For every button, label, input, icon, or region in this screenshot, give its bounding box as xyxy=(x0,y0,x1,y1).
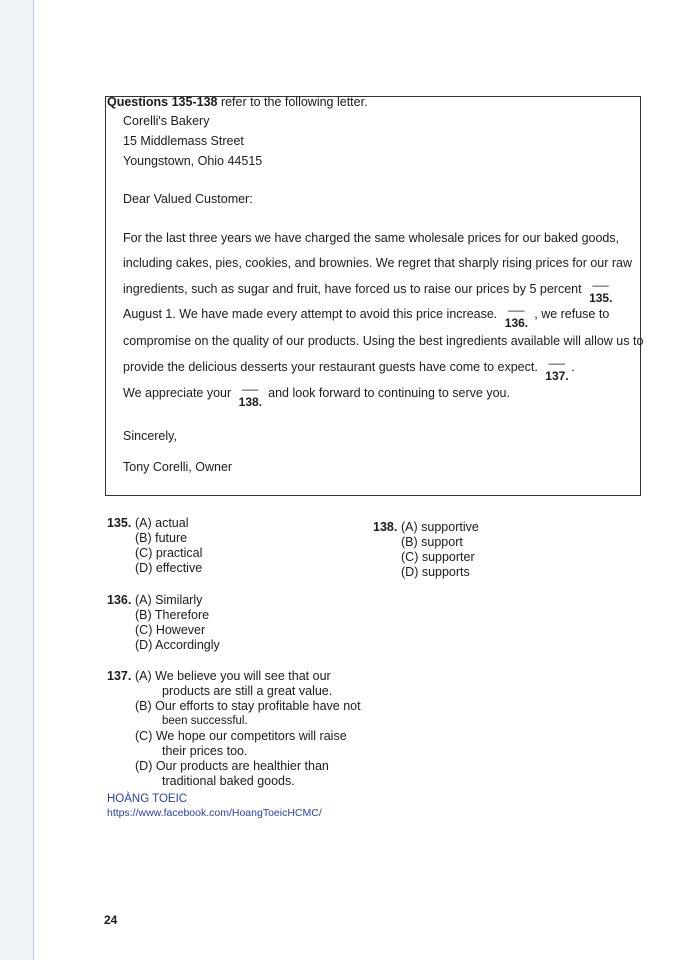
blank-dashes: ------- xyxy=(591,281,609,292)
letter-line xyxy=(123,281,615,305)
option-d-cont[interactable]: traditional baked goods. xyxy=(162,774,295,788)
question-138 xyxy=(373,520,573,584)
option-c[interactable]: (C) We hope our competitors will raise xyxy=(135,729,347,743)
line-text: August 1. We have made every attempt to avoid this price increase. xyxy=(123,307,498,321)
line-text: and look forward to continuing to serve you. xyxy=(268,386,510,400)
question-137 xyxy=(107,669,367,789)
line-text: . xyxy=(571,360,575,374)
letter-line: compromise on the quality of our products. Using the best ingredients available will allow us to xyxy=(123,334,644,348)
option-c[interactable]: (C) practical xyxy=(135,546,203,560)
blank-number: 135. xyxy=(589,291,613,305)
scan-edge xyxy=(0,0,34,960)
letter-line xyxy=(123,306,610,330)
option-c[interactable]: (C) However xyxy=(135,623,206,637)
blank-dashes: ------- xyxy=(507,306,524,317)
option-b[interactable]: (B) Therefore xyxy=(135,608,210,622)
blank-138 xyxy=(235,385,265,409)
letter-line xyxy=(123,385,510,409)
signature: Tony Corelli, Owner xyxy=(123,460,233,474)
question-number: 136. xyxy=(107,593,132,607)
option-d[interactable]: (D) Our products are healthier than xyxy=(135,759,329,773)
letter-line: For the last three years we have charged the same wholesale prices for our baked goods, xyxy=(123,231,620,245)
option-c-cont[interactable]: their prices too. xyxy=(162,744,248,758)
blank-135 xyxy=(585,281,615,305)
blank-137 xyxy=(541,359,571,383)
option-a-cont[interactable]: products are still a great value. xyxy=(162,684,333,698)
blank-number: 136. xyxy=(504,316,529,330)
title-rest: refer to the following letter. xyxy=(217,95,368,109)
closing: Sincerely, xyxy=(123,429,177,443)
sender-name: Corelli's Bakery xyxy=(123,114,210,128)
blank-number: 137. xyxy=(545,369,569,383)
questions-range: Questions 135-138 xyxy=(107,95,218,109)
sender-street: 15 Middlemass Street xyxy=(123,134,244,148)
question-number: 137. xyxy=(107,669,132,683)
option-a[interactable]: (A) actual xyxy=(135,516,189,530)
option-d[interactable]: (D) supports xyxy=(401,565,470,579)
option-b[interactable]: (B) future xyxy=(135,531,188,545)
option-a[interactable]: (A) supportive xyxy=(401,520,479,534)
question-number: 138. xyxy=(373,520,398,534)
option-b[interactable]: (B) Our efforts to stay profitable have not xyxy=(135,699,361,713)
blank-136 xyxy=(501,306,531,330)
blank-number: 138. xyxy=(238,395,263,409)
option-b-cont[interactable]: been successful. xyxy=(162,715,248,727)
letter-line xyxy=(123,359,575,383)
facebook-link[interactable]: https://www.facebook.com/HoangToeicHCMC/ xyxy=(107,807,322,819)
option-c[interactable]: (C) supporter xyxy=(401,550,475,564)
line-text: ingredients, such as sugar and fruit, have forced us to raise our prices by 5 percent xyxy=(123,282,582,296)
sender-city: Youngstown, Ohio 44515 xyxy=(123,154,263,168)
question-135 xyxy=(107,516,347,580)
question-number: 135. xyxy=(107,516,132,530)
salutation: Dear Valued Customer: xyxy=(123,192,253,206)
blank-dashes: ------- xyxy=(241,385,258,396)
option-d[interactable]: (D) Accordingly xyxy=(135,638,220,652)
blank-dashes: ------- xyxy=(548,359,565,370)
brand-label: HOÀNG TOEIC xyxy=(107,793,188,805)
line-text: provide the delicious desserts your restaurant guests have come to expect. xyxy=(123,360,538,374)
option-d[interactable]: (D) effective xyxy=(135,561,203,575)
option-b[interactable]: (B) support xyxy=(401,535,463,549)
page-number: 24 xyxy=(104,913,118,927)
question-136 xyxy=(107,593,347,657)
option-a[interactable]: (A) Similarly xyxy=(135,593,203,607)
line-text: We appreciate your xyxy=(123,386,232,400)
letter-line: including cakes, pies, cookies, and brownies. We regret that sharply rising prices for our raw xyxy=(123,256,633,270)
option-a[interactable]: (A) We believe you will see that our xyxy=(135,669,331,683)
line-text: , we refuse to xyxy=(534,307,610,321)
